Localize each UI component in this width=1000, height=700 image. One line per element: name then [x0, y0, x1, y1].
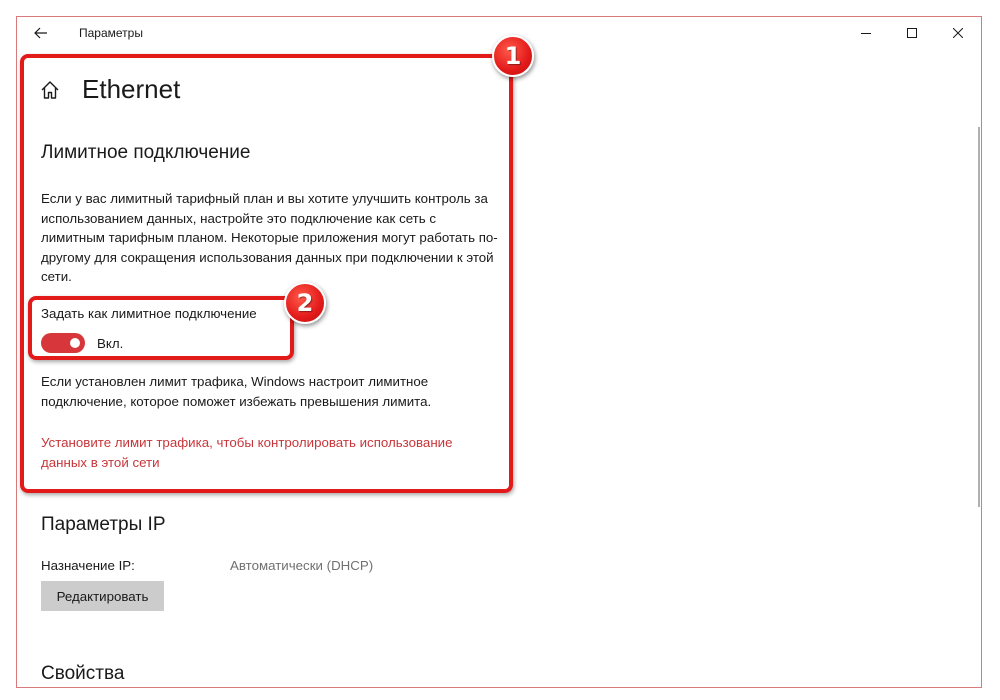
ip-assignment-label: Назначение IP: — [41, 558, 135, 573]
close-icon — [953, 28, 963, 38]
annotation-badge-2: 2 — [284, 282, 326, 324]
maximize-icon — [907, 28, 917, 38]
annotation-frame-1 — [20, 54, 513, 493]
scrollbar[interactable] — [978, 127, 980, 507]
metered-section-title: Лимитное подключение — [41, 142, 251, 163]
page-title: Ethernet — [82, 74, 181, 104]
window-title: Параметры — [79, 26, 143, 40]
ip-assignment-value: Автоматически (DHCP) — [230, 558, 374, 573]
annotation-badge-1: 1 — [492, 35, 534, 77]
back-button[interactable] — [25, 21, 57, 45]
minimize-icon — [861, 28, 871, 38]
metered-toggle-label: Задать как лимитное подключение — [41, 306, 257, 321]
metered-toggle-state: Вкл. — [97, 336, 124, 351]
data-limit-note: Если установлен лимит трафика, Windows настроит лимитное подключение, которое поможет избежать превышения лимита. — [41, 374, 432, 409]
close-button[interactable] — [935, 17, 981, 49]
edit-ip-button[interactable]: Редактировать — [41, 581, 164, 611]
arrow-left-icon — [34, 27, 48, 39]
set-data-limit-link[interactable]: Установите лимит трафика, чтобы контролировать использование данных в этой сети — [41, 435, 453, 470]
maximize-button[interactable] — [889, 17, 935, 49]
metered-description: Если у вас лимитный тарифный план и вы хотите улучшить контроль за использованием данных, настройте это подключение как сеть с лимитным тарифным планом. Некоторые приложения могут работать по-другому для сокращения использования данных при подключении к этой сети. — [41, 191, 498, 284]
annotation-frame-2 — [28, 296, 294, 360]
properties-section-title: Свойства — [41, 663, 125, 684]
minimize-button[interactable] — [843, 17, 889, 49]
ip-section-title: Параметры IP — [41, 514, 166, 535]
